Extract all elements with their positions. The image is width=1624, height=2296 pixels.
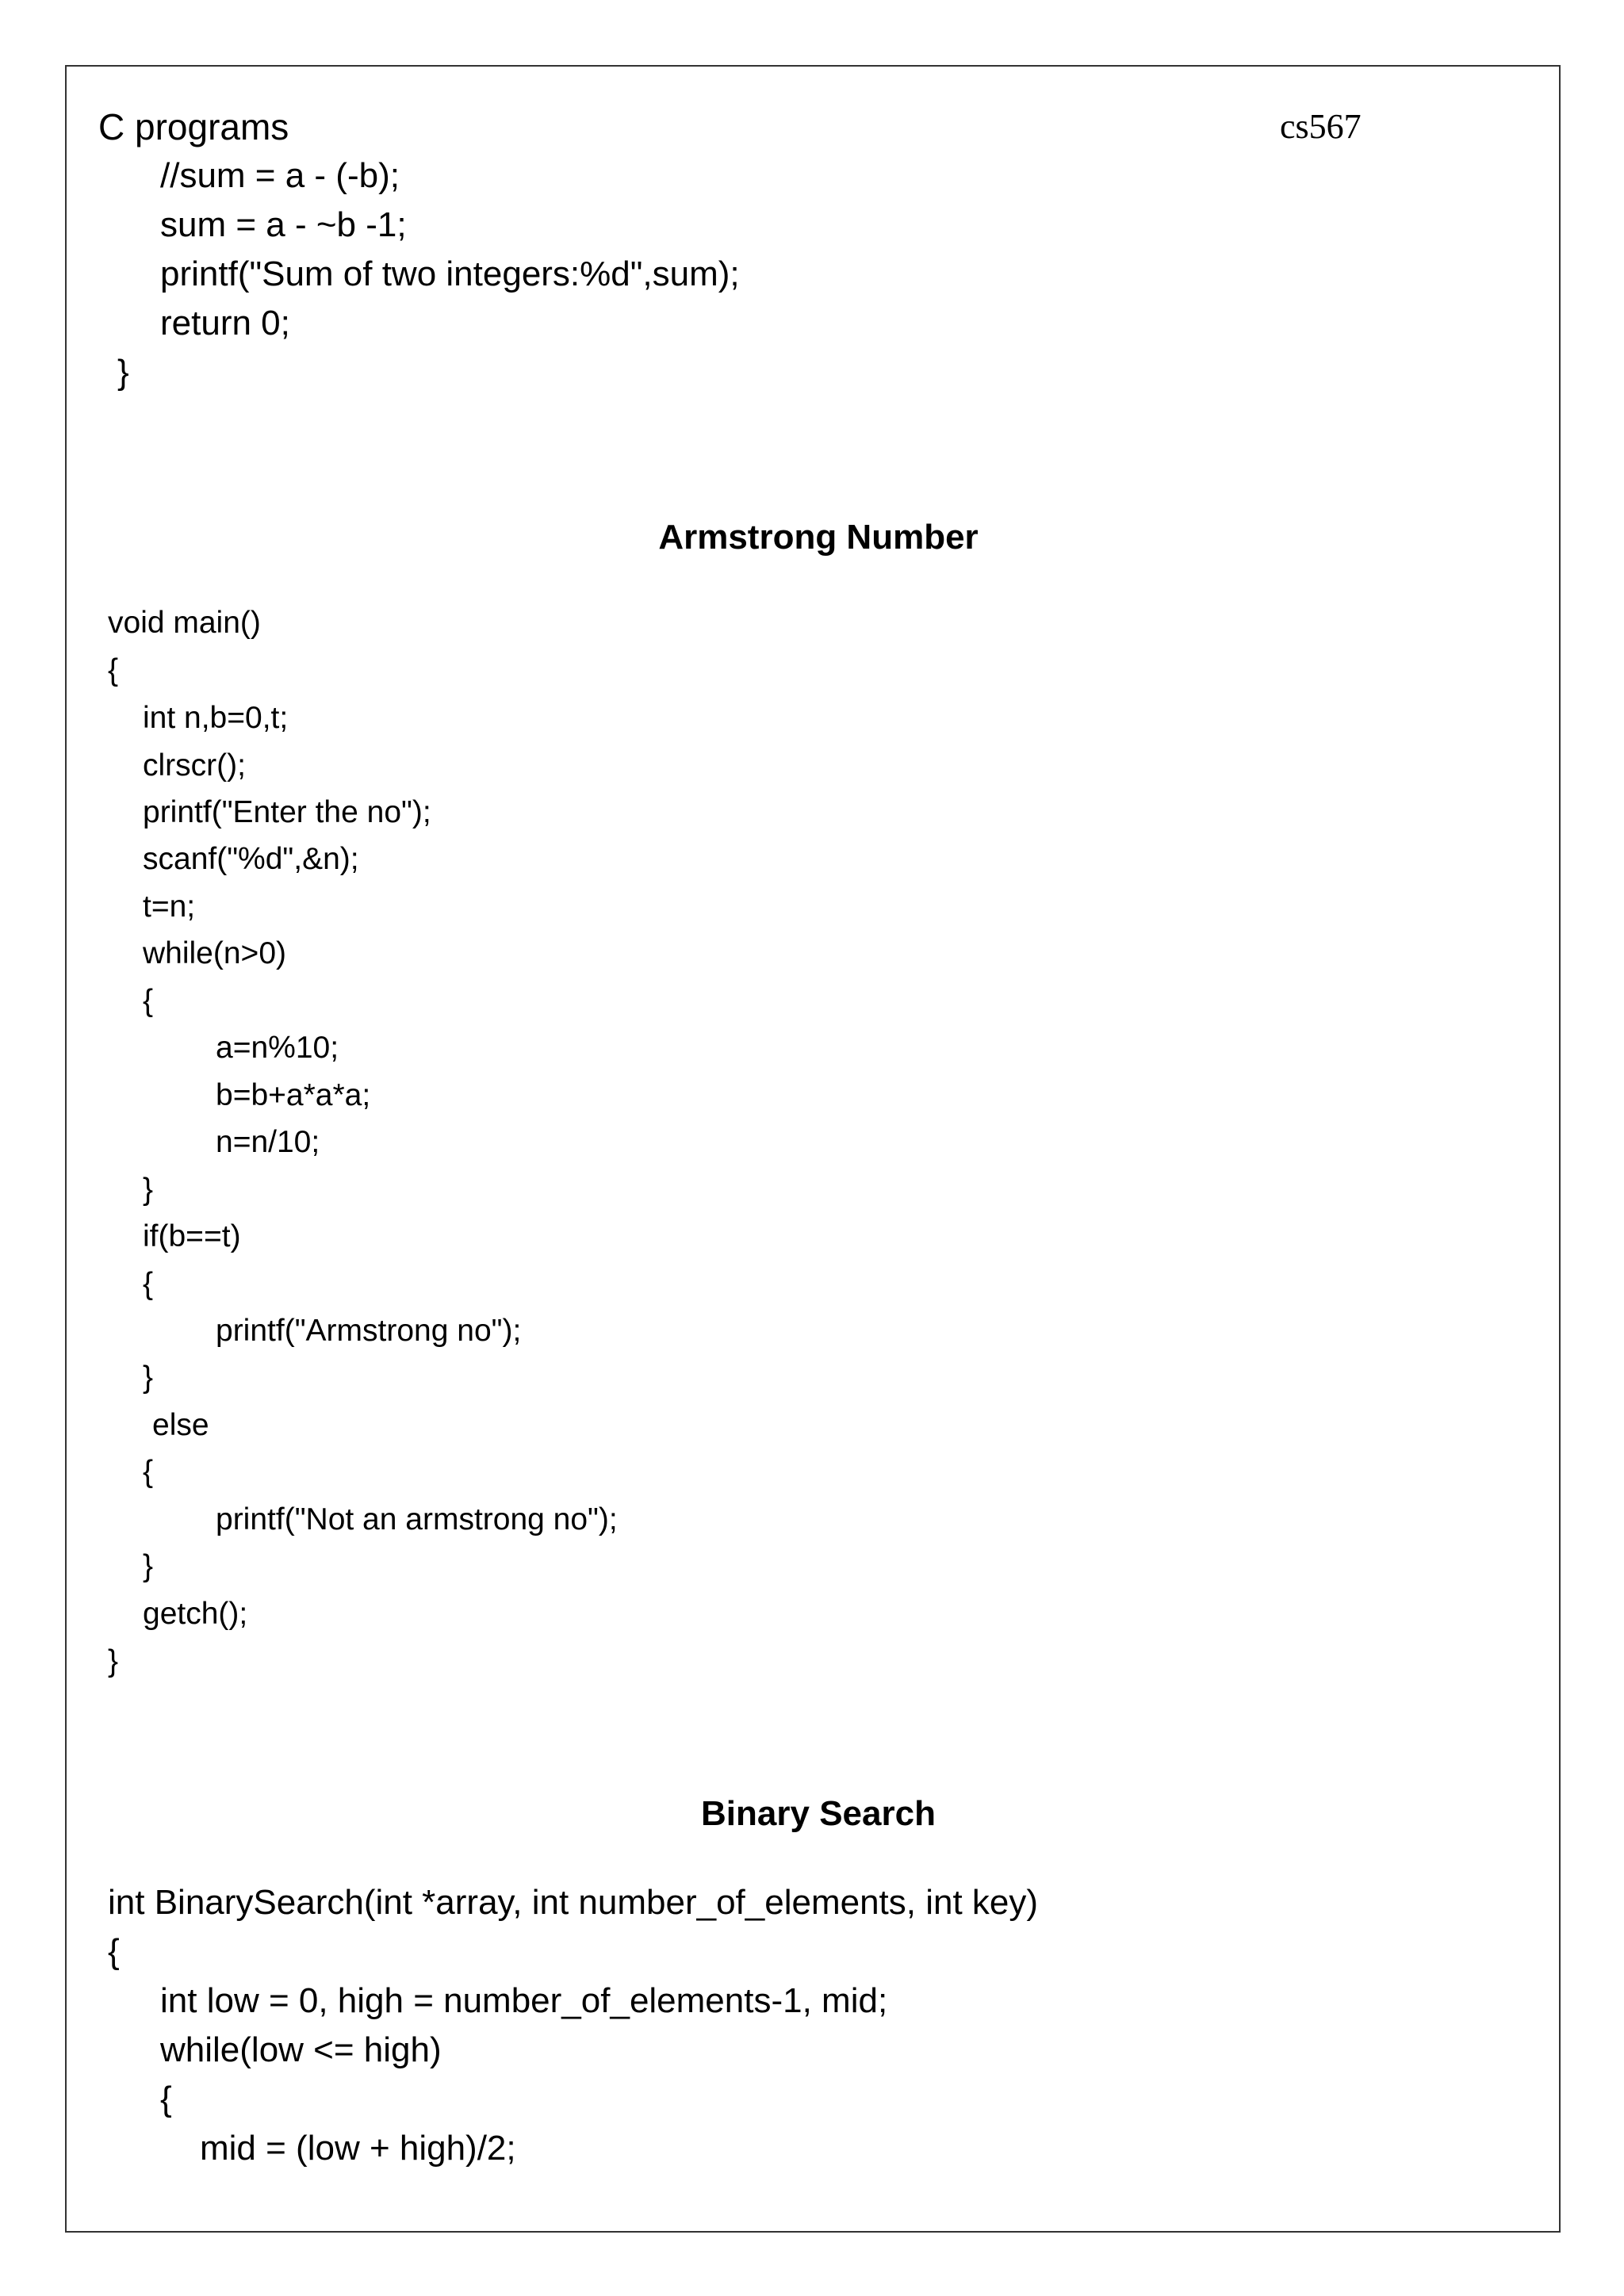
code-line: scanf("%d",&n);	[143, 842, 359, 876]
code-line: {	[108, 1932, 120, 1971]
code-line: {	[143, 984, 154, 1018]
code-line: a=n%10;	[216, 1031, 339, 1065]
section-heading-armstrong: Armstrong Number	[658, 518, 979, 557]
code-line: return 0;	[160, 304, 290, 342]
code-line: int n,b=0,t;	[143, 701, 289, 735]
code-line: int low = 0, high = number_of_elements-1, mid;	[160, 1981, 888, 2020]
code-line: }	[143, 1549, 154, 1583]
code-line: }	[143, 1173, 154, 1207]
code-line: {	[108, 653, 119, 687]
code-line: while(low <= high)	[160, 2030, 442, 2069]
code-line: if(b==t)	[143, 1219, 241, 1253]
code-line: printf("Armstrong no");	[216, 1314, 522, 1348]
code-line: void main()	[108, 606, 261, 640]
code-line: t=n;	[143, 890, 196, 924]
code-line: }	[108, 1644, 119, 1678]
code-line: getch();	[143, 1597, 248, 1631]
page-header-title: C programs	[98, 106, 289, 147]
code-line: b=b+a*a*a;	[216, 1078, 371, 1112]
code-line: {	[143, 1455, 154, 1489]
code-line: }	[143, 1360, 154, 1395]
code-line: int BinarySearch(int *array, int number_of_elements, int key)	[108, 1883, 1039, 1922]
code-line: while(n>0)	[143, 936, 287, 970]
code-line: }	[117, 353, 129, 392]
code-line: else	[152, 1408, 209, 1442]
code-line: n=n/10;	[216, 1125, 320, 1159]
code-line: printf("Not an armstrong no");	[216, 1502, 618, 1536]
page-header-code: cs567	[1280, 107, 1362, 146]
code-line: {	[143, 1267, 154, 1301]
code-line: printf("Enter the no");	[143, 795, 431, 829]
code-line: //sum = a - (-b);	[160, 156, 400, 195]
code-line: printf("Sum of two integers:%d",sum);	[160, 254, 740, 293]
code-line: {	[160, 2080, 172, 2118]
code-line: clrscr();	[143, 748, 246, 783]
section-heading-binary-search: Binary Search	[701, 1794, 936, 1833]
code-line: sum = a - ~b -1;	[160, 205, 407, 244]
code-line: mid = (low + high)/2;	[200, 2129, 516, 2168]
